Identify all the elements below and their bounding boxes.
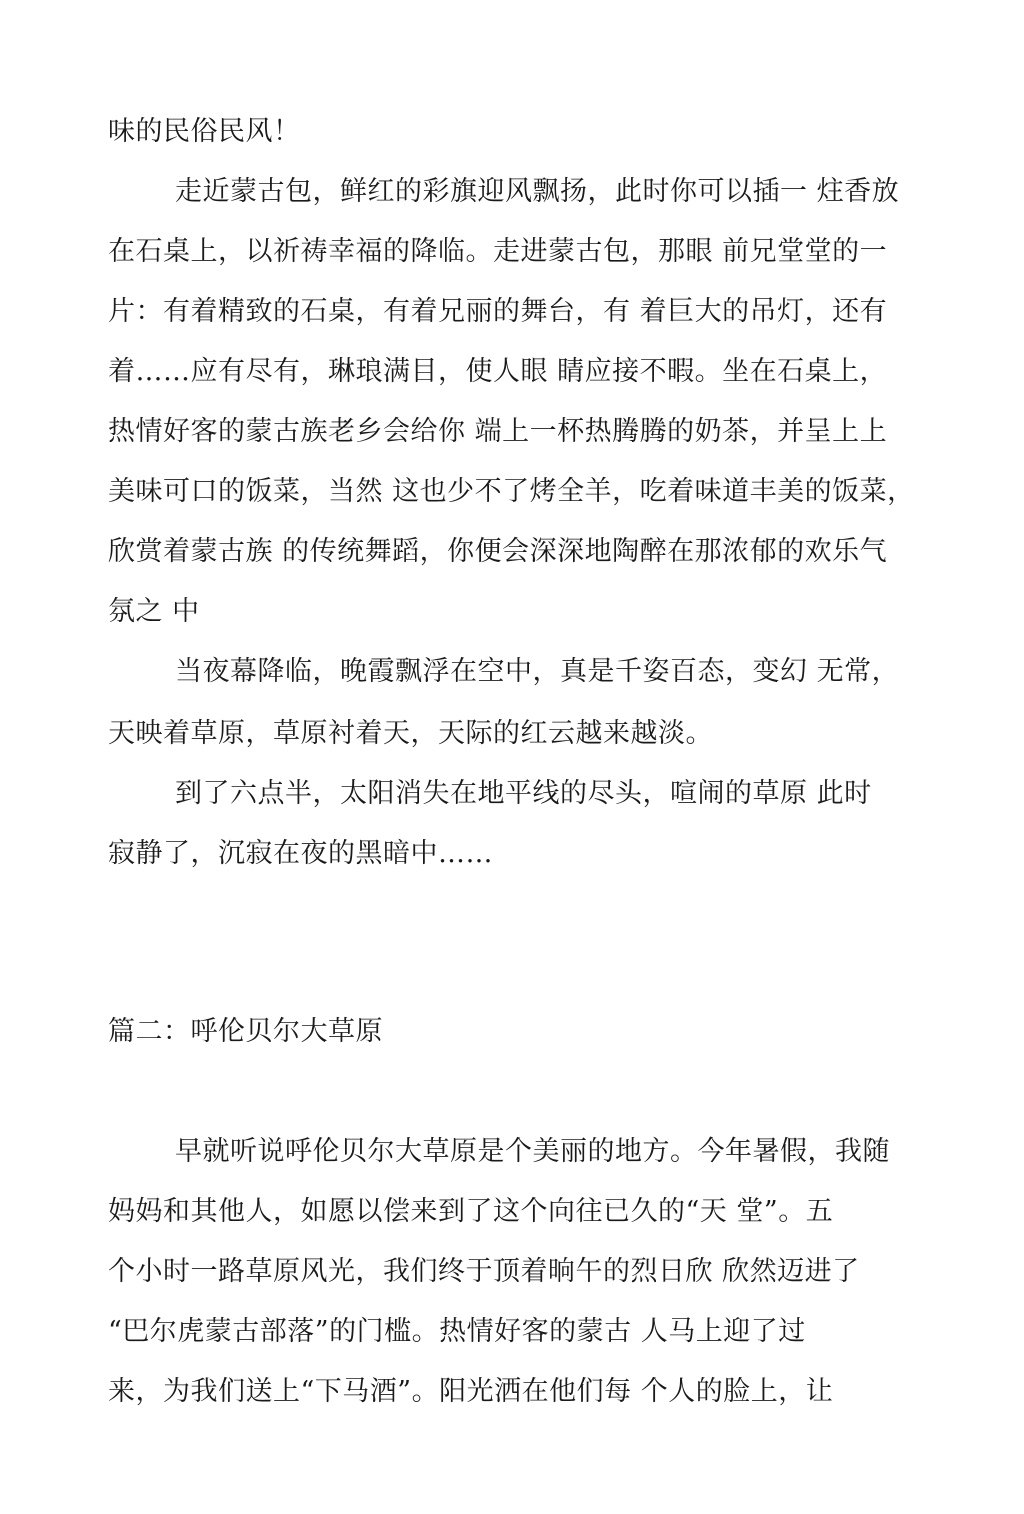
- paragraph-line: 味的民俗民风！: [108, 116, 301, 147]
- paragraph-line: 美味可口的饭菜，当然 这也少不了烤全羊，吃着味道丰美的饭菜，: [108, 476, 915, 507]
- paragraph-line: 到了六点半，太阳消失在地平线的尽头，喧闹的草原 此时: [175, 778, 872, 809]
- paragraph-line: “巴尔虎蒙古部落”的门槛。热情好客的蒙古 人马上迎了过: [108, 1316, 806, 1347]
- paragraph-line: 个小时一路草原风光，我们终于顶着晌午的烈日欣 欣然迈进了: [108, 1256, 860, 1287]
- paragraph-line: 热情好客的蒙古族老乡会给你 端上一杯热腾腾的奶茶，并呈上上: [108, 416, 888, 447]
- paragraph-line: 片：有着精致的石桌，有着兄丽的舞台，有 着巨大的吊灯，还有: [108, 296, 888, 327]
- paragraph-line: 寂静了，沉寂在夜的黑暗中……: [108, 838, 493, 869]
- paragraph-line: 天映着草原，草原衬着天，天际的红云越来越淡。: [108, 718, 713, 749]
- paragraph-line: 在石桌上，以祈祷幸福的降临。走进蒙古包，那眼 前兄堂堂的一: [108, 236, 888, 267]
- paragraph-line: 妈妈和其他人，如愿以偿来到了这个向往已久的“天 堂”。五: [108, 1196, 834, 1227]
- paragraph-line: 着……应有尽有，琳琅满目，使人眼 睛应接不暇。坐在石桌上，: [108, 356, 888, 387]
- section-heading: 篇二：呼伦贝尔大草原: [108, 1016, 383, 1047]
- paragraph-line: 氛之 中: [108, 596, 200, 627]
- paragraph-line: 来，为我们送上“下马酒”。阳光洒在他们每 个人的脸上，让: [108, 1376, 834, 1407]
- paragraph-line: 早就听说呼伦贝尔大草原是个美丽的地方。今年暑假，我随: [175, 1136, 890, 1167]
- paragraph-line: 欣赏着蒙古族 的传统舞蹈，你便会深深地陶醉在那浓郁的欢乐气: [108, 536, 888, 567]
- paragraph-line: 走近蒙古包，鲜红的彩旗迎风飘扬，此时你可以插一 炷香放: [175, 176, 900, 207]
- paragraph-line: 当夜幕降临，晚霞飘浮在空中，真是千姿百态，变幻 无常，: [175, 656, 900, 687]
